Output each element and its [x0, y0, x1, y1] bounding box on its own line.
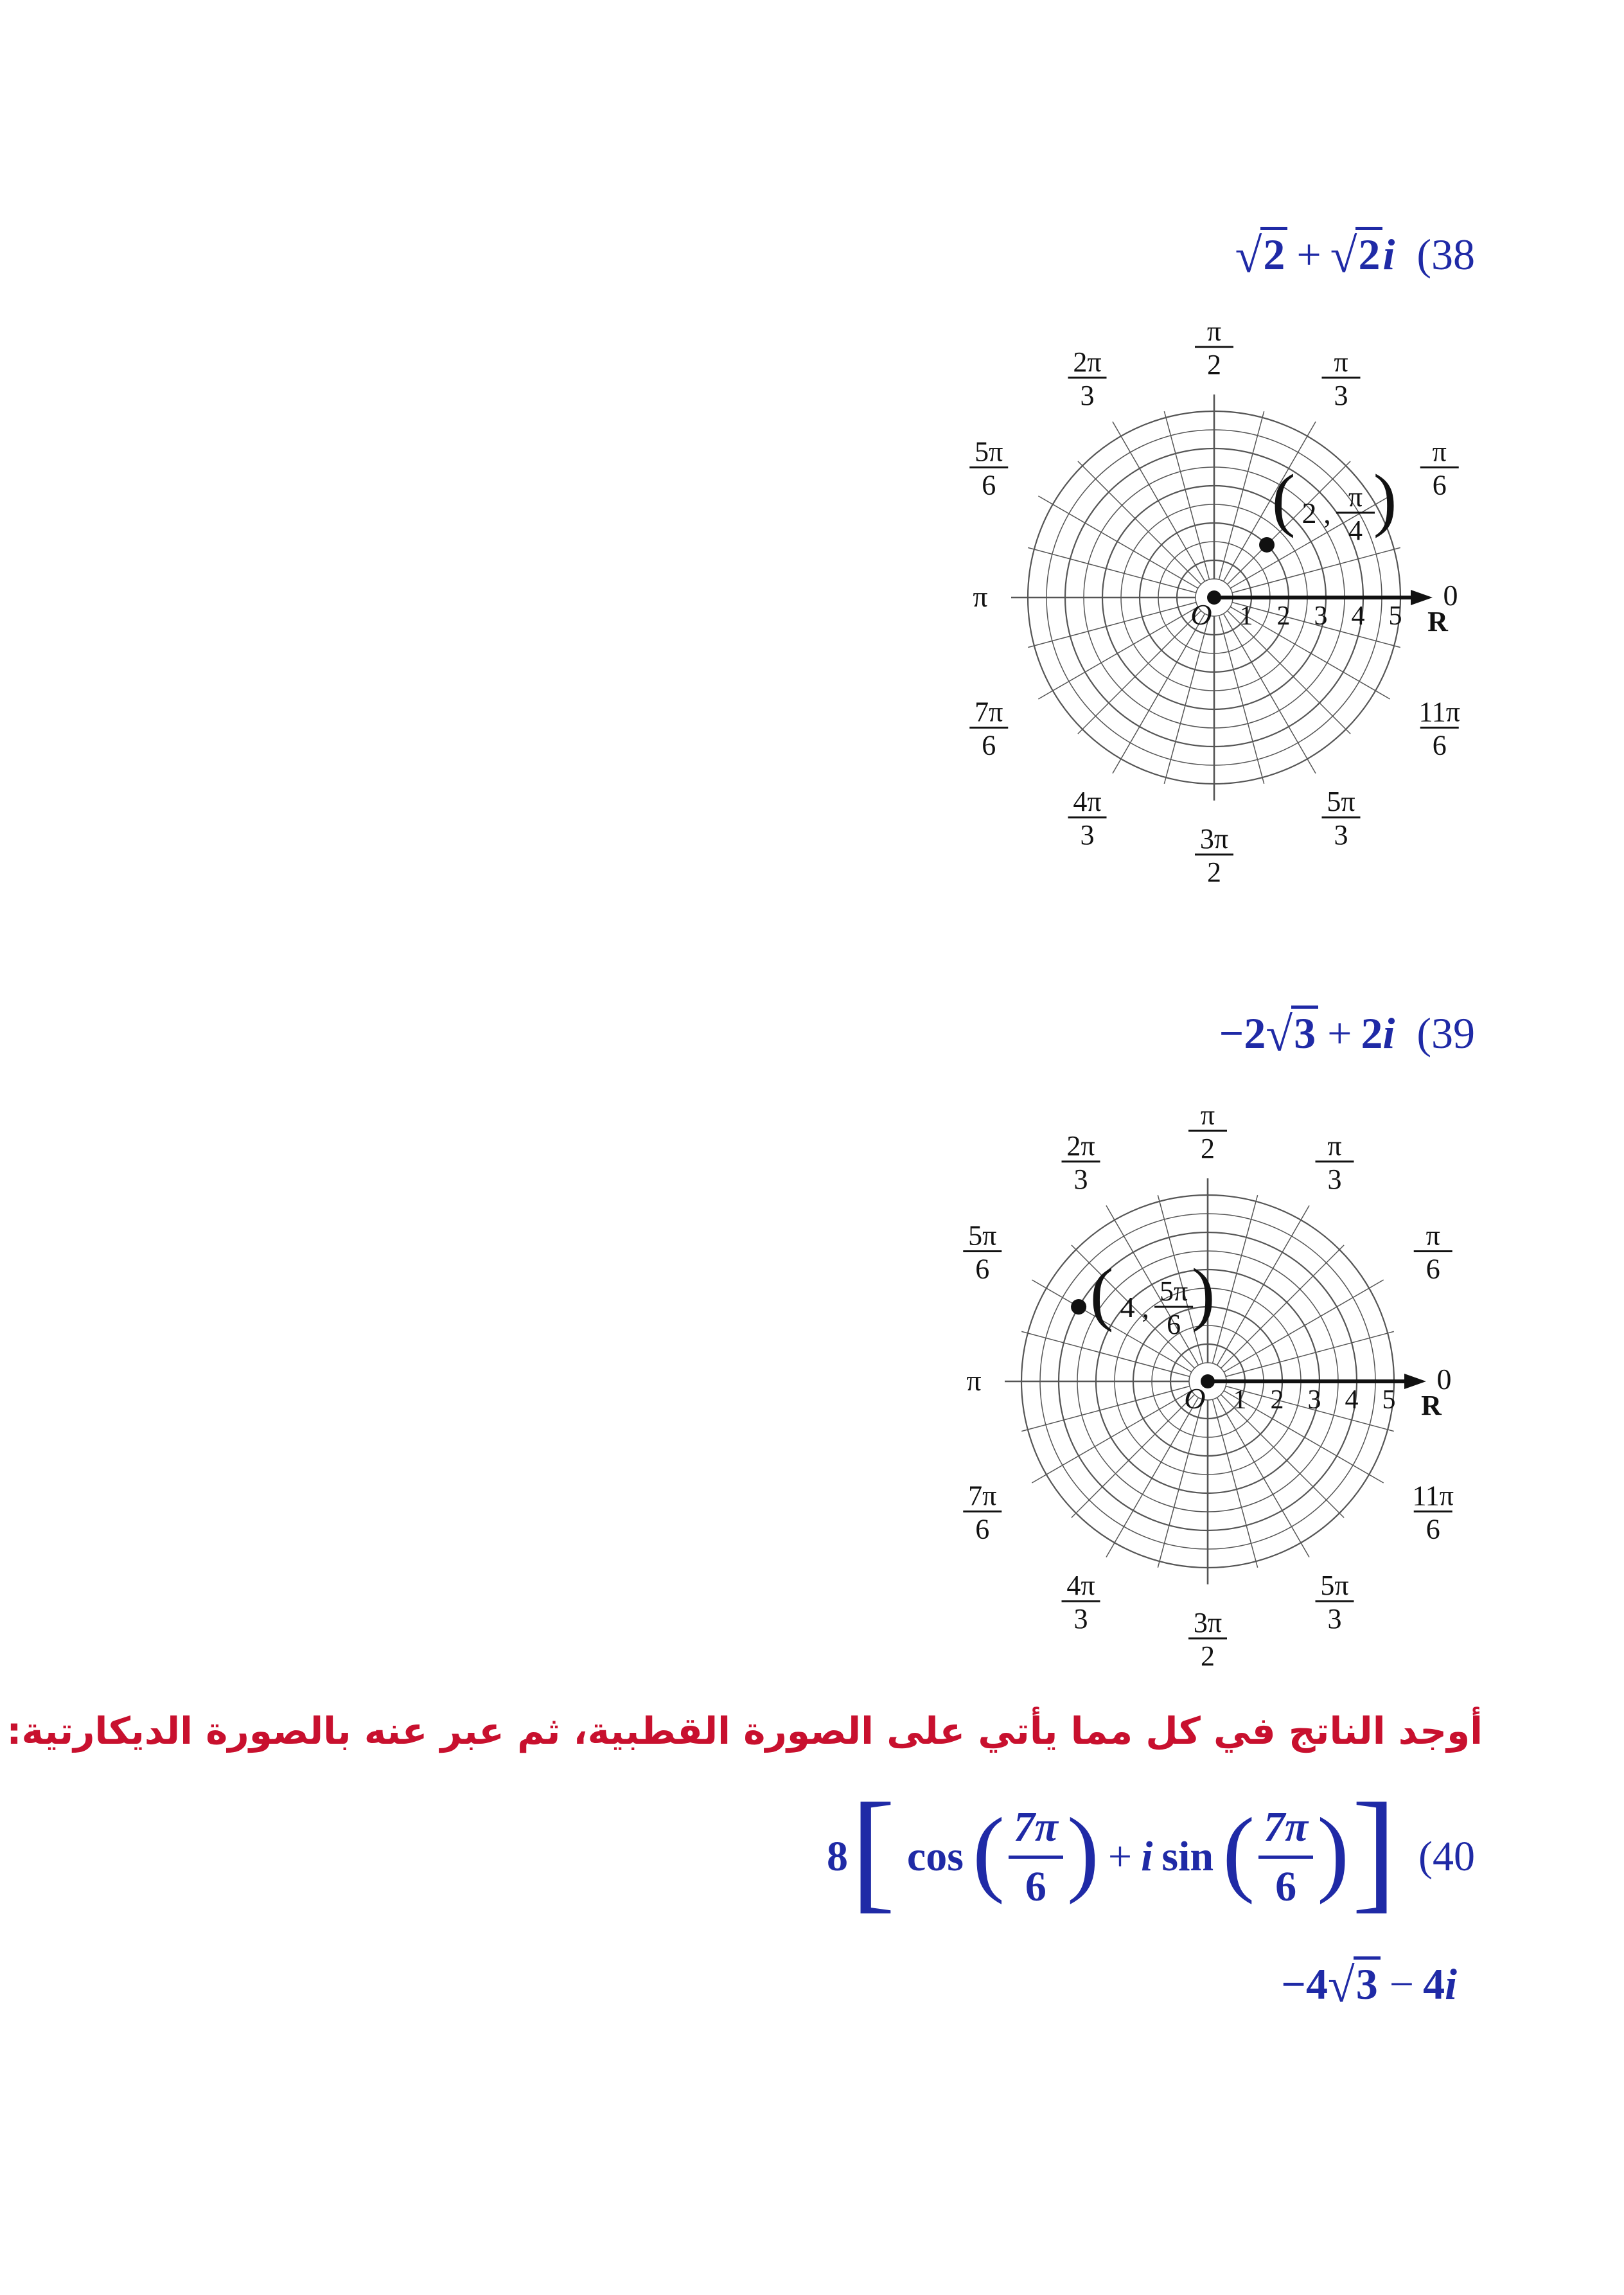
angle-label-seven-pi-over-6-num: 7π	[968, 1480, 997, 1512]
point-38-open-paren: (	[1271, 459, 1296, 538]
fraction-sin: $\frac{7\pi}{6}$	[1258, 1803, 1313, 1911]
cos-function: cos	[906, 1833, 964, 1880]
point-38-label-angle	[1336, 481, 1375, 546]
angle-label-two-pi-over-3	[1068, 346, 1107, 411]
radius-tick-3: 3	[1314, 601, 1328, 631]
angle-label-pi-over-6	[1420, 436, 1459, 501]
point-39-label-angle-den: 6	[1167, 1309, 1181, 1340]
angle-label-pi: π	[973, 580, 988, 613]
minus-sign: −	[1389, 1960, 1415, 2008]
problem-40: 8 [ cos ( $\frac{7\pi}{6}$ ) + i sin ( $\frac{7\pi}{6}$ ) ] (40	[826, 1776, 1475, 1925]
angle-label-pi-over-3	[1322, 346, 1361, 411]
angle-label-five-pi-over-3-den: 3	[1327, 1603, 1342, 1635]
angle-label-three-pi-over-2-den: 2	[1207, 856, 1221, 888]
angle-label-five-pi-over-3-num: 5π	[1327, 786, 1355, 818]
radius-tick-4: 4	[1345, 1385, 1359, 1415]
angle-label-pi: π	[966, 1364, 982, 1397]
point-39-label-angle	[1154, 1275, 1193, 1340]
angle-label-pi-over-2-den: 2	[1207, 349, 1221, 380]
radius-tick-2: 2	[1270, 1385, 1284, 1415]
point-39-label-r: 4	[1120, 1291, 1135, 1324]
problem-39: −2√3 + 2i (39	[1219, 1010, 1475, 1059]
angle-label-seven-pi-over-6	[969, 696, 1008, 761]
radius-tick-5: 5	[1382, 1385, 1396, 1415]
fraction-cos: $\frac{7\pi}{6}$	[1009, 1803, 1063, 1911]
angle-label-eleven-pi-over-6	[1412, 1480, 1454, 1545]
angle-label-pi-over-2	[1188, 1099, 1227, 1164]
angle-label-0: 0	[1436, 1363, 1452, 1396]
angle-label-five-pi-over-6-num: 5π	[968, 1219, 997, 1252]
point-38-close-paren: )	[1373, 459, 1397, 538]
radius-tick-2: 2	[1276, 601, 1291, 631]
angle-label-three-pi-over-2	[1195, 823, 1233, 888]
angle-label-pi-over-6-den: 6	[1425, 1253, 1440, 1285]
sqrt-2-b: √2	[1330, 231, 1383, 280]
angle-label-two-pi-over-3	[1062, 1130, 1100, 1195]
sin-function: sin	[1161, 1833, 1214, 1880]
polar-grid-39	[935, 1079, 1513, 1696]
radius-tick-1: 1	[1233, 1385, 1247, 1415]
angle-label-four-pi-over-3	[1062, 1570, 1100, 1635]
angle-label-three-pi-over-2-num: 3π	[1193, 1607, 1222, 1638]
angle-label-seven-pi-over-6-den: 6	[975, 1513, 990, 1545]
point-38-label	[1272, 460, 1397, 546]
angle-label-eleven-pi-over-6-den: 6	[1425, 1513, 1440, 1545]
angle-label-0: 0	[1443, 579, 1458, 612]
angle-label-four-pi-over-3-num: 4π	[1073, 786, 1102, 818]
left-bracket: [	[850, 1776, 896, 1925]
point-39-label	[1090, 1254, 1215, 1340]
angle-label-pi-over-6-den: 6	[1432, 469, 1447, 501]
angle-label-two-pi-over-3-num: 2π	[1073, 346, 1102, 378]
radius-tick-4: 4	[1351, 601, 1365, 631]
angle-label-pi-over-3-den: 3	[1334, 379, 1348, 411]
angle-label-two-pi-over-3-num: 2π	[1066, 1130, 1095, 1162]
answer-40: −4√3 − 4i	[1281, 1961, 1457, 2010]
plus-sign: +	[1108, 1833, 1133, 1880]
point-39-label-sep: ,	[1142, 1291, 1149, 1324]
origin-label: O	[1184, 1382, 1206, 1415]
angle-label-two-pi-over-3-den: 3	[1073, 1163, 1088, 1195]
angle-label-pi-over-3	[1316, 1130, 1354, 1195]
angle-label-two-pi-over-3-den: 3	[1080, 379, 1095, 411]
angle-label-pi-over-6	[1414, 1220, 1452, 1285]
angle-label-pi-over-2-den: 2	[1201, 1133, 1215, 1164]
angle-label-five-pi-over-3	[1316, 1570, 1354, 1635]
axis-label-r: R	[1427, 606, 1448, 637]
angle-label-four-pi-over-3-num: 4π	[1066, 1570, 1095, 1602]
angle-label-pi-over-6-num: π	[1425, 1219, 1440, 1252]
axis-label-r: R	[1421, 1390, 1442, 1421]
radius-tick-5: 5	[1388, 601, 1402, 631]
radius-tick-3: 3	[1307, 1385, 1321, 1415]
angle-label-four-pi-over-3-den: 3	[1080, 819, 1095, 851]
angle-label-pi-over-3-num: π	[1327, 1130, 1342, 1162]
angle-label-five-pi-over-3	[1322, 786, 1361, 851]
point-38-dot	[1259, 537, 1275, 553]
point-39-dot	[1071, 1299, 1086, 1315]
origin-label: O	[1190, 598, 1212, 631]
point-38-label-r: 2	[1302, 496, 1317, 529]
point-38-label-angle-num: π	[1348, 481, 1363, 513]
angle-label-pi-over-3-num: π	[1334, 346, 1348, 378]
angle-label-five-pi-over-6	[963, 1220, 1002, 1285]
imaginary-unit: i	[1382, 230, 1395, 279]
problem-number: (38	[1417, 230, 1475, 279]
angle-label-pi-over-2	[1195, 315, 1233, 380]
point-38-label-sep: ,	[1323, 496, 1331, 529]
imaginary-unit: i	[1445, 1960, 1457, 2008]
angle-label-four-pi-over-3-den: 3	[1073, 1603, 1088, 1635]
point-39-open-paren: (	[1090, 1254, 1114, 1333]
axis-arrow-icon	[1411, 590, 1433, 605]
imaginary-unit: i	[1141, 1833, 1153, 1880]
angle-label-pi-over-2-num: π	[1206, 315, 1222, 347]
radius-tick-1: 1	[1239, 601, 1253, 631]
imaginary-unit: i	[1382, 1009, 1395, 1058]
polar-grid-38	[938, 283, 1516, 912]
angle-label-pi-over-2-num: π	[1200, 1099, 1215, 1131]
instruction-text: أوجد الناتج في كل مما يأتي على الصورة القطبية، ثم عبر عنه بالصورة الديكارتية:	[6, 1709, 1483, 1753]
point-38-label-angle-den: 4	[1348, 514, 1363, 546]
plus-sign: +	[1296, 230, 1321, 279]
sqrt-2-a: √2	[1235, 231, 1288, 280]
angle-label-pi-over-3-den: 3	[1327, 1163, 1342, 1195]
angle-label-four-pi-over-3	[1068, 786, 1107, 851]
problem-38	[1235, 229, 1475, 283]
angle-label-eleven-pi-over-6-num: 11π	[1418, 696, 1461, 728]
angle-label-five-pi-over-6-num: 5π	[975, 436, 1003, 468]
angle-label-three-pi-over-2	[1188, 1607, 1227, 1672]
plus-sign: +	[1327, 1009, 1352, 1058]
angle-label-five-pi-over-6-den: 6	[982, 469, 996, 501]
sqrt-3: √3	[1266, 1010, 1318, 1059]
point-39-close-paren: )	[1191, 1254, 1215, 1333]
sqrt-3: √3	[1328, 1961, 1381, 2010]
angle-label-seven-pi-over-6	[963, 1480, 1002, 1545]
angle-label-seven-pi-over-6-den: 6	[982, 729, 996, 761]
angle-label-three-pi-over-2-den: 2	[1201, 1640, 1215, 1672]
angle-label-five-pi-over-6-den: 6	[975, 1253, 990, 1285]
point-39-label-angle-num: 5π	[1159, 1275, 1188, 1307]
angle-label-three-pi-over-2-num: 3π	[1199, 823, 1229, 855]
angle-label-seven-pi-over-6-num: 7π	[975, 696, 1003, 728]
angle-label-eleven-pi-over-6-den: 6	[1432, 729, 1447, 761]
angle-label-five-pi-over-3-num: 5π	[1320, 1570, 1349, 1602]
problem-number: (40	[1418, 1833, 1475, 1880]
axis-arrow-icon	[1404, 1374, 1426, 1389]
angle-label-pi-over-6-num: π	[1432, 436, 1447, 468]
angle-label-five-pi-over-6	[969, 436, 1008, 501]
right-bracket: ]	[1352, 1776, 1397, 1925]
angle-label-five-pi-over-3-den: 3	[1334, 819, 1348, 851]
coefficient: 8	[826, 1833, 848, 1880]
problem-number: (39	[1417, 1009, 1475, 1058]
angle-label-eleven-pi-over-6-num: 11π	[1412, 1480, 1454, 1512]
angle-label-eleven-pi-over-6	[1418, 696, 1460, 761]
